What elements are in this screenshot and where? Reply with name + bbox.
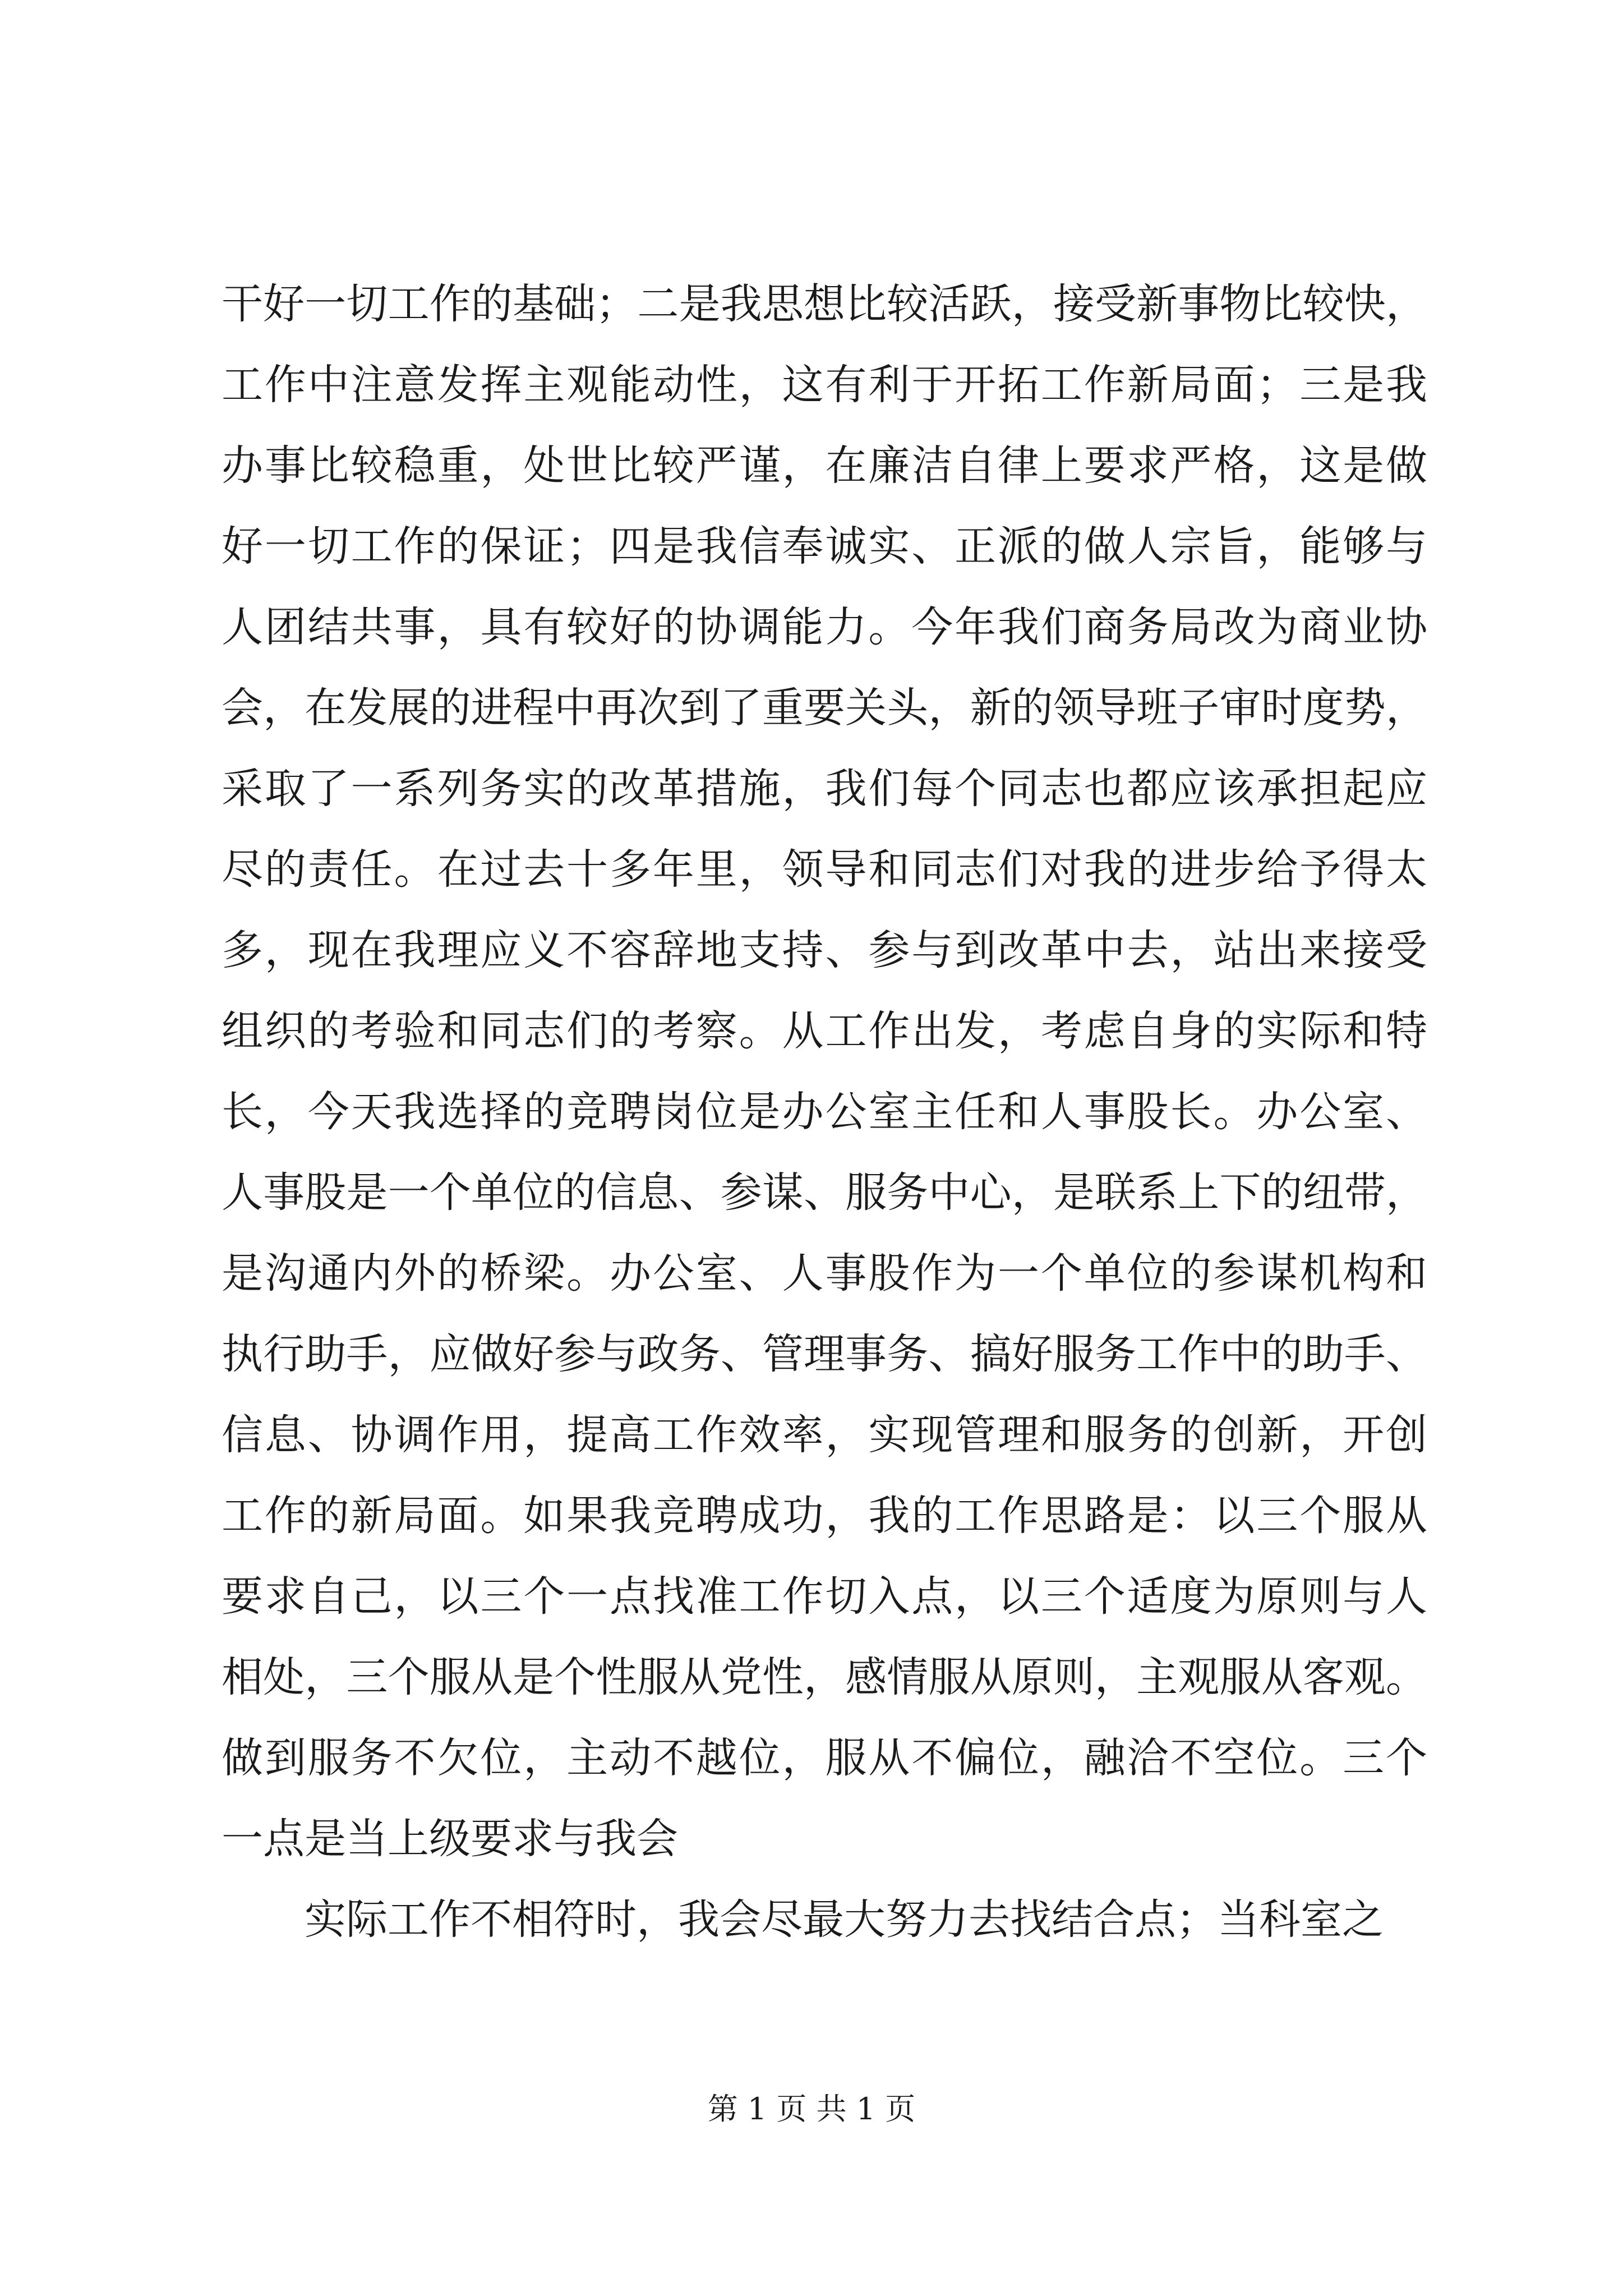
text-line: 实际工作不相符时，我会尽最大努力去找结合点；当科室之 [305,1895,1384,1944]
text-line: 信息、协调作用，提高工作效率，实现管理和服务的创新，开创 [222,1411,1427,1459]
text-line: 人团结共事，具有较好的协调能力。今年我们商务局改为商业协 [222,603,1427,651]
text-line: 要求自己，以三个一点找准工作切入点，以三个适度为原则与人 [222,1572,1427,1621]
text-line: 是沟通内外的桥梁。办公室、人事股作为一个单位的参谋机构和 [222,1249,1427,1297]
text-line: 干好一切工作的基础；二是我思想比较活跃，接受新事物比较快， [222,280,1427,328]
text-line: 人事股是一个单位的信息、参谋、服务中心，是联系上下的纽带， [222,1168,1427,1217]
text-line: 一点是当上级要求与我会 [222,1815,678,1863]
text-line: 执行助手，应做好参与政务、管理事务、搞好服务工作中的助手、 [222,1330,1427,1378]
text-line: 相处，三个服从是个性服从党性，感情服从原则，主观服从客观。 [222,1653,1427,1701]
text-line: 组织的考验和同志们的考察。从工作出发，考虑自身的实际和特 [222,1007,1427,1055]
text-line: 多，现在我理应义不容辞地支持、参与到改革中去，站出来接受 [222,926,1427,974]
text-line: 尽的责任。在过去十多年里，领导和同志们对我的进步给予得太 [222,845,1427,894]
text-line: 会，在发展的进程中再次到了重要关头，新的领导班子审时度势， [222,684,1427,732]
body-text [222,264,1427,1960]
text-line: 好一切工作的保证；四是我信奉诚实、正派的做人宗旨，能够与 [222,522,1427,570]
text-line: 办事比较稳重，处世比较严谨，在廉洁自律上要求严格，这是做 [222,441,1427,490]
text-line: 工作中注意发挥主观能动性，这有利于开拓工作新局面；三是我 [222,361,1427,409]
text-line: 工作的新局面。如果我竞聘成功，我的工作思路是：以三个服从 [222,1492,1427,1540]
text-line: 做到服务不欠位，主动不越位，服从不偏位，融洽不空位。三个 [222,1734,1427,1782]
page-number-footer: 第 1 页 共 1 页 [707,2091,916,2127]
text-line: 采取了一系列务实的改革措施，我们每个同志也都应该承担起应 [222,765,1427,813]
text-line: 长，今天我选择的竞聘岗位是办公室主任和人事股长。办公室、 [222,1088,1427,1136]
